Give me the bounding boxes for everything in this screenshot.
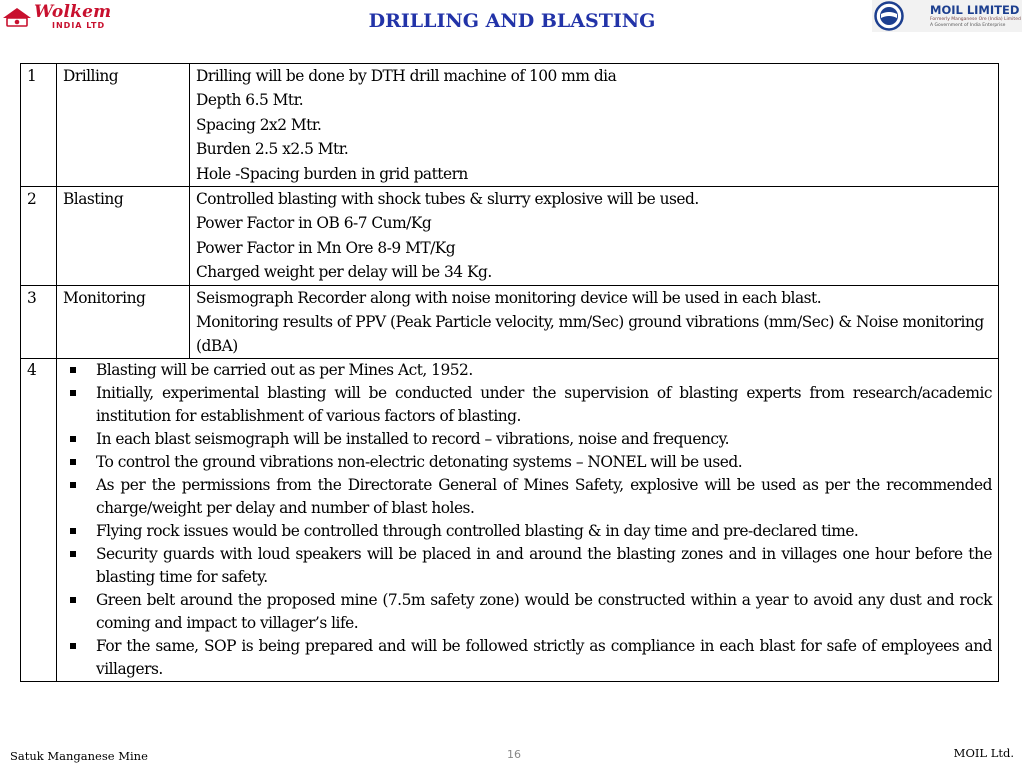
content-line: Spacing 2x2 Mtr.: [196, 115, 322, 134]
row-number: 1: [21, 64, 57, 187]
list-item-text: Security guards with loud speakers will be placed in and around the blasting zones and in villages one hour before the blasting time for safety.: [96, 545, 992, 587]
list-item: [63, 359, 992, 382]
list-item: [63, 589, 992, 635]
content-line: Seismograph Recorder along with noise monitoring device will be used in each blast.: [196, 288, 822, 307]
list-item-text: To control the ground vibrations non-electric detonating systems – NONEL will be used.: [96, 453, 743, 472]
row-number: 3: [21, 285, 57, 359]
list-item: [63, 451, 992, 474]
moil-formerly-text: Formerly Manganese Ore (India) Limited: [930, 17, 1021, 22]
row-number: 4: [21, 359, 57, 682]
square-bullet-icon: [70, 482, 76, 488]
square-bullet-icon: [70, 528, 76, 534]
drilling-blasting-table: [20, 63, 999, 682]
row-content-blasting: [190, 187, 999, 286]
row-label-monitoring: Monitoring: [57, 285, 190, 359]
content-line: Controlled blasting with shock tubes & slurry explosive will be used.: [196, 190, 699, 209]
row-label-blasting: Blasting: [57, 187, 190, 286]
square-bullet-icon: [70, 367, 76, 373]
content-line: Charged weight per delay will be 34 Kg.: [196, 263, 492, 282]
content-line: Depth 6.5 Mtr.: [196, 91, 304, 110]
list-item-text: Green belt around the proposed mine (7.5m safety zone) would be constructed within a year to avoid any dust and rock coming and impact to villager’s life.: [96, 591, 992, 633]
list-item: [63, 474, 992, 520]
square-bullet-icon: [70, 551, 76, 557]
row-content-drilling: [190, 64, 999, 187]
content-line: Monitoring results of PPV (Peak Particle velocity, mm/Sec) ground vibrations (mm/Sec) & Noise monitoring (dBA): [196, 312, 984, 356]
list-item: [63, 543, 992, 589]
square-bullet-icon: [70, 390, 76, 396]
table-row-drilling: [21, 64, 999, 187]
table-row-blasting: [21, 187, 999, 286]
moil-govt-text: A Government of India Enterprise: [930, 23, 1006, 28]
wolkem-brand-text: Wolkem: [34, 2, 112, 22]
list-item-text: For the same, SOP is being prepared and will be followed strictly as compliance in each blast for safe of employees and villagers.: [96, 637, 992, 679]
row-label-drilling: Drilling: [57, 64, 190, 187]
content-line: Power Factor in OB 6-7 Cum/Kg: [196, 214, 432, 233]
moil-seal-icon: [874, 1, 904, 31]
list-item: [63, 635, 992, 681]
square-bullet-icon: [70, 643, 76, 649]
footer-company: MOIL Ltd.: [953, 746, 1014, 760]
list-item-text: Blasting will be carried out as per Mines Act, 1952.: [96, 361, 473, 380]
list-item-text: Flying rock issues would be controlled through controlled blasting & in day time and pre-declared time.: [96, 522, 859, 541]
measures-list: [63, 359, 992, 681]
list-item-text: As per the permissions from the Directorate General of Mines Safety, explosive will be used as per the recommended charge/weight per delay and number of blast holes.: [96, 476, 992, 518]
page-number: 16: [507, 748, 521, 761]
page-title: DRILLING AND BLASTING: [368, 10, 656, 32]
wolkem-sub-text: INDIA LTD: [52, 21, 106, 30]
list-item: [63, 428, 992, 451]
list-item-text: Initially, experimental blasting will be conducted under the supervision of blasting experts from research/academic institution for establishment of various factors of blasting.: [96, 384, 992, 426]
content-line: Drilling will be done by DTH drill machine of 100 mm dia: [196, 67, 617, 85]
row-content-measures: [57, 359, 999, 682]
square-bullet-icon: [70, 436, 76, 442]
square-bullet-icon: [70, 597, 76, 603]
list-item: [63, 520, 992, 543]
table-row-monitoring: [21, 285, 999, 359]
footer-project-name: Satuk Manganese Mine: [10, 749, 148, 763]
content-line: Power Factor in Mn Ore 8-9 MT/Kg: [196, 238, 456, 257]
square-bullet-icon: [70, 459, 76, 465]
row-number: 2: [21, 187, 57, 286]
list-item: [63, 382, 992, 428]
content-line: Hole -Spacing burden in grid pattern: [196, 164, 468, 183]
moil-logo: [872, 0, 1022, 32]
content-line: Burden 2.5 x2.5 Mtr.: [196, 140, 349, 159]
row-content-monitoring: [190, 285, 999, 359]
list-item-text: In each blast seismograph will be installed to record – vibrations, noise and frequency.: [96, 430, 730, 449]
table-row-measures: [21, 359, 999, 682]
moil-name-text: MOIL LIMITED: [930, 3, 1020, 17]
